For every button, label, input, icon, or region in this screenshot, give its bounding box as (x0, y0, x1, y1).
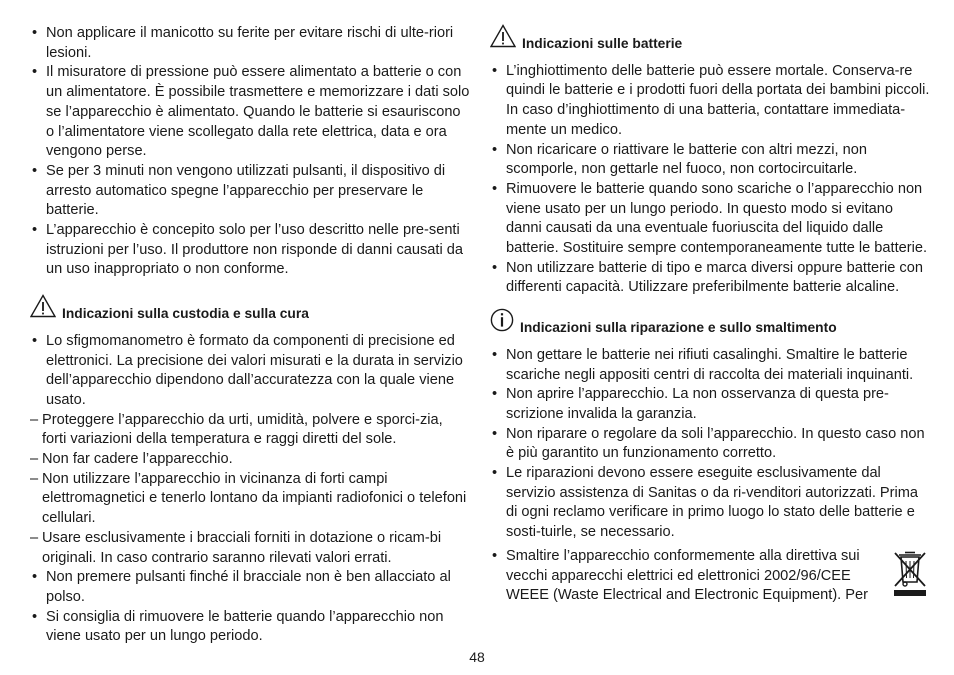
list-item: • Non gettare le batterie nei rifiuti casalinghi. Smaltire le batterie scariche negli appositi centri di raccolta dei materiali inquinanti. (490, 346, 930, 385)
care-heading-text: Indicazioni sulla custodia e sulla cura (62, 306, 309, 322)
list-item: • Le riparazioni devono essere eseguite esclusivamente dal servizio assistenza di Sanitas o da ri-venditori autorizzati. Prima di ogni reclamo verificare in primo luogo lo stato delle batterie e sosti-tuirle, se necessario. (490, 464, 930, 543)
list-item: • Se per 3 minuti non vengono utilizzati pulsanti, il dispositivo di arresto automatico spegne l’apparecchio per preservare le batterie. (30, 162, 470, 221)
list-item: • Si consiglia di rimuovere le batterie quando l’apparecchio non viene usato per un lungo periodo. (30, 608, 470, 647)
page-number: 48 (469, 649, 485, 665)
list-item: • Non aprire l’apparecchio. La non osservanza di questa pre-scrizione invalida la garanzia. (490, 385, 930, 424)
care-sublist (30, 411, 470, 569)
repair-heading-text: Indicazioni sulla riparazione e sullo smaltimento (520, 320, 837, 336)
battery-heading-text: Indicazioni sulle batterie (522, 36, 683, 51)
list-item: • Non utilizzare batterie di tipo e marca diversi oppure batterie con differenti capacità. Utilizzare preferibilmente batterie alcaline. (490, 259, 930, 298)
list-item: • L’inghiottimento delle batterie può essere mortale. Conserva-re quindi le batterie e i prodotti fuori della portata dei bambini piccoli. In caso d’inghiottimento di una batteria, contattare immediata-mente un medico. (490, 62, 930, 141)
sub-list-item: – Proteggere l’apparecchio da urti, umidità, polvere e sporci-zia, forti variazioni della temperatura e raggi diretti del sole. (30, 411, 470, 450)
list-item: • Non ricaricare o riattivare le batterie con altri mezzi, non scomporle, non gettarle nel fuoco, non cortocircuitarle. (490, 141, 930, 180)
warning-triangle-icon (490, 24, 516, 54)
sub-list-item: – Non far cadere l’apparecchio. (30, 450, 470, 470)
list-item: • Non applicare il manicotto su ferite per evitare rischi di ulte-riori lesioni. (30, 24, 470, 63)
list-item-text: Smaltire l’apparecchio conformemente alla direttiva sui vecchi apparecchi elettrici ed elettronici 2002/96/CEE WEEE (Waste Electrical and Electronic Equipment). Per (506, 547, 869, 604)
list-item: • Il misuratore di pressione può essere alimentato a batterie o con un alimentatore. È possibile trasmettere e memorizzare i dati solo se l’apparecchio è alimentato. Quando le batterie si esauriscono o l’alimentatore viene scollegato dalla rete elettrica, data e ora vengono perse. (30, 63, 470, 162)
care-list (30, 332, 470, 647)
battery-section-heading (490, 24, 930, 54)
sub-list-item: – Usare esclusivamente i bracciali forniti in dotazione o ricam-bi originali. In caso contrario saranno rilevati valori errati. (30, 529, 470, 568)
crossed-out-wheelie-bin-icon (892, 549, 928, 604)
list-item: • L’apparecchio è concepito solo per l’uso descritto nelle pre-senti istruzioni per l’uso. Il produttore non risponde di danni causati da un uso inappropriato o non conforme. (30, 221, 470, 280)
info-circle-icon (490, 308, 514, 338)
battery-list (490, 62, 930, 298)
list-item (490, 547, 930, 606)
intro-list (30, 24, 470, 280)
left-column (30, 24, 470, 647)
list-item: • Rimuovere le batterie quando sono scariche o l’apparecchio non viene usato per un lungo periodo. In questo modo si evitano danni causati da una eventuale fuoriuscita del liquido dalle batterie. Sostituire sempre contemporaneamente tutte le batterie. (490, 180, 930, 259)
right-column (490, 24, 930, 606)
care-section-heading (30, 294, 470, 324)
warning-triangle-icon (30, 294, 56, 324)
list-item-text: Lo sfigmomanometro è formato da componenti di precisione ed elettronici. La precisione dei valori misurati e la durata in servizio dell’apparecchio dipendono dall’accuratezza con la quale viene usato. (46, 332, 463, 408)
list-item: • Non premere pulsanti finché il bracciale non è ben allacciato al polso. (30, 568, 470, 607)
repair-section-heading (490, 308, 930, 338)
sub-list-item: – Non utilizzare l’apparecchio in vicinanza di forti campi elettromagnetici e tenerlo lontano da impianti radiofonici o telefoni cellulari. (30, 470, 470, 529)
list-item: • Non riparare o regolare da soli l’apparecchio. In questo caso non è più garantito un funzionamento corretto. (490, 425, 930, 464)
repair-list (490, 346, 930, 606)
list-item (30, 332, 470, 568)
